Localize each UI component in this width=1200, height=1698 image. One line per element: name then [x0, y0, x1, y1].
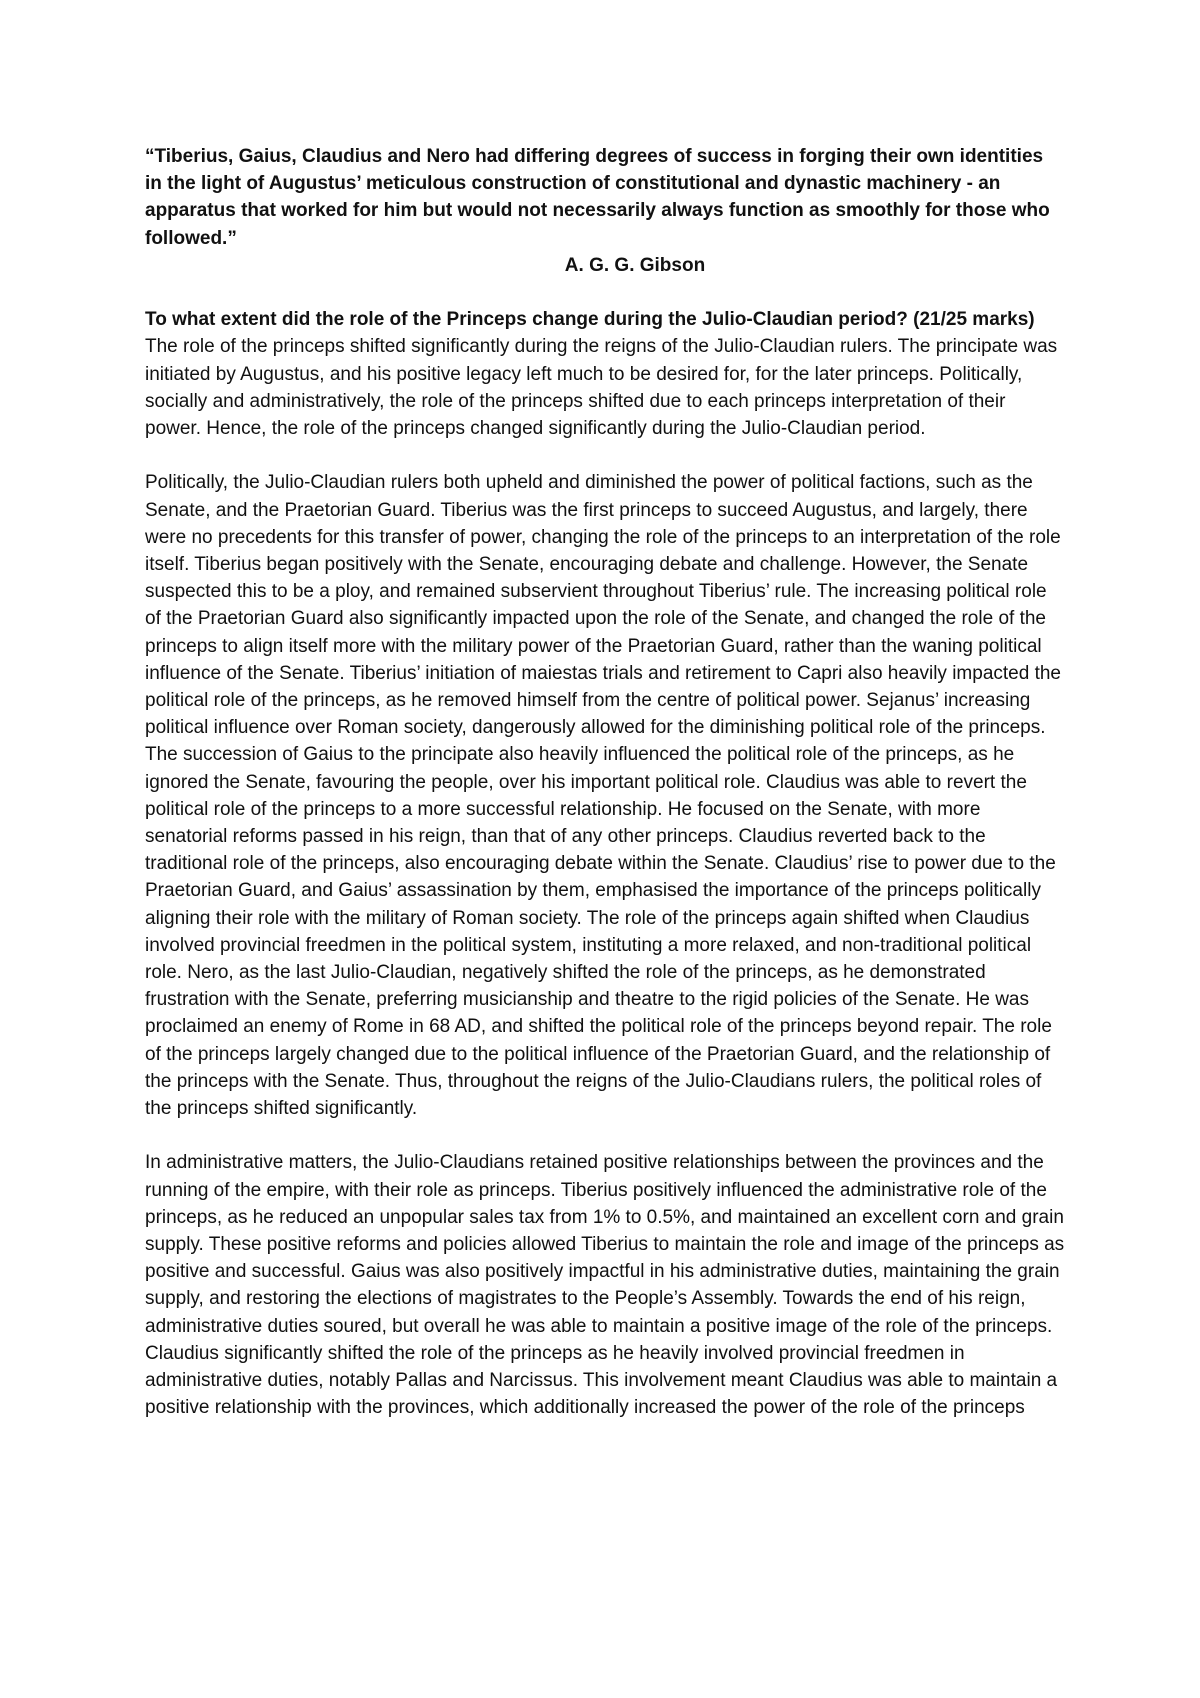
paragraph-introduction: The role of the princeps shifted significantly during the reigns of the Julio-Claudian rulers. The principate was initiated by Augustus, and his positive legacy left much to be desired for, for the later princeps. Politically, socially and administratively, the role of the princeps shifted due to each princeps interpretation of their power. Hence, the role of the princeps changed significantly during the Julio-Claudian period. — [145, 336, 1058, 440]
document-body — [145, 143, 1065, 1422]
blank-line — [145, 279, 1065, 306]
epigraph-quote: “Tiberius, Gaius, Claudius and Nero had differing degrees of success in forging their own identities in the light of Augustus’ meticulous construction of constitutional and dynastic machinery - an apparatus that worked for him but would not necessarily always function as smoothly for those who followed.” — [145, 146, 1050, 249]
quote-attribution: A. G. G. Gibson — [564, 254, 706, 276]
paragraph-administrative: In administrative matters, the Julio-Claudians retained positive relationships between the provinces and the running of the empire, with their role as princeps. Tiberius positively influenced the administrative role of the princeps, as he reduced an unpopular sales tax from 1% to 0.5%, and maintained an excellent corn and grain supply. These positive reforms and policies allowed Tiberius to maintain the role and image of the princeps as positive and successful. Gaius was also positively impactful in his administrative duties, maintaining the grain supply, and restoring the elections of magistrates to the People’s Assembly. Towards the end of his reign, administrative duties soured, but overall he was able to maintain a positive image of the role of the princeps. Claudius significantly shifted the role of the princeps as he heavily involved provincial freedmen in administrative duties, notably Pallas and Narcissus. This involvement meant Claudius was able to maintain a positive relationship with the provinces, which additionally increased the power of the role of the princeps — [145, 1152, 1065, 1419]
paragraph-political: Politically, the Julio-Claudian rulers both upheld and diminished the power of political factions, such as the Senate, and the Praetorian Guard. Tiberius was the first princeps to succeed Augustus, and largely, there were no precedents for this transfer of power, changing the role of the princeps to an interpretation of the role itself. Tiberius began positively with the Senate, encouraging debate and challenge. However, the Senate suspected this to be a ploy, and remained subservient throughout Tiberius’ rule. The increasing political role of the Praetorian Guard also significantly impacted upon the role of the Senate, and changed the role of the princeps to align itself more with the military power of the Praetorian Guard, rather than the waning political influence of the Senate. Tiberius’ initiation of maiestas trials and retirement to Capri also heavily impacted the political role of the princeps, as he removed himself from the centre of political power. Sejanus’ increasing political influence over Roman society, dangerously allowed for the diminishing political role of the princeps. The succession of Gaius to the principate also heavily influenced the political role of the princeps, as he ignored the Senate, favouring the people, over his important political role. Claudius was able to revert the political role of the princeps to a more successful relationship. He focused on the Senate, with more senatorial reforms passed in his reign, than that of any other princeps. Claudius reverted back to the traditional role of the princeps, also encouraging debate within the Senate. Claudius’ rise to power due to the Praetorian Guard, and Gaius’ assassination by them, emphasised the importance of the princeps politically aligning their role with the military of Roman society. The role of the princeps again shifted when Claudius involved provincial freedmen in the political system, instituting a more relaxed, and non-traditional political role. Nero, as the last Julio-Claudian, negatively shifted the role of the princeps, as he demonstrated frustration with the Senate, preferring musicianship and theatre to the rigid policies of the Senate. He was proclaimed an enemy of Rome in 68 AD, and shifted the political role of the princeps beyond repair. The role of the princeps largely changed due to the political influence of the Praetorian Guard, and the relationship of the princeps with the Senate. Thus, throughout the reigns of the Julio-Claudians rulers, the political roles of the princeps shifted significantly. — [145, 472, 1061, 1120]
essay-question: To what extent did the role of the Princeps change during the Julio-Claudian period? (21/25 marks) — [145, 309, 1035, 331]
blank-line — [145, 442, 1065, 469]
blank-line — [145, 1122, 1065, 1149]
